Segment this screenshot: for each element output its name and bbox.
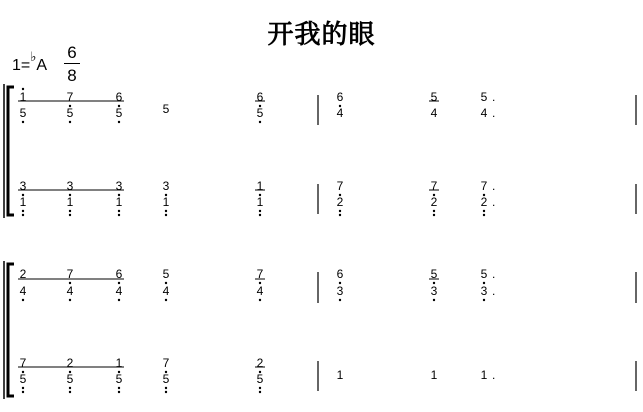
octave-down-dot	[339, 210, 341, 212]
octave-down-dot	[165, 210, 167, 212]
octave-up-dot	[22, 88, 24, 90]
octave-down-dot	[259, 121, 261, 123]
note-digit: 3	[336, 284, 344, 298]
octave-down-dot	[69, 387, 71, 389]
note-digit: 5	[162, 267, 170, 281]
note-digit: 5	[115, 106, 123, 120]
note-digit: 1	[19, 195, 27, 209]
octave-down-dot	[22, 214, 24, 216]
note-digit: 6	[336, 90, 344, 104]
augmentation-dot: .	[492, 368, 496, 382]
octave-down-dot	[22, 299, 24, 301]
octave-down-dot	[69, 299, 71, 301]
note-digit: 1	[336, 368, 344, 382]
octave-down-dot	[69, 214, 71, 216]
octave-down-dot	[118, 391, 120, 393]
note-digit: 5	[19, 106, 27, 120]
note-digit: 3	[19, 179, 27, 193]
note-digit: 4	[256, 284, 264, 298]
key-prefix: 1=	[12, 57, 31, 74]
octave-down-dot	[22, 387, 24, 389]
augmentation-dot: .	[492, 179, 496, 193]
octave-down-dot	[259, 387, 261, 389]
score-title: 开我的眼	[267, 20, 376, 50]
note-digit: 4	[115, 284, 123, 298]
note-digit: 5	[162, 372, 170, 386]
octave-down-dot	[118, 214, 120, 216]
augmentation-dot: .	[492, 195, 496, 209]
key-letter: A	[36, 57, 48, 74]
octave-down-dot	[22, 391, 24, 393]
octave-down-dot	[165, 391, 167, 393]
note-digit: 7	[430, 179, 438, 193]
note-digit: 4	[336, 106, 344, 120]
octave-down-dot	[433, 210, 435, 212]
note-digit: 7	[480, 179, 488, 193]
note-digit: 5	[66, 372, 74, 386]
octave-down-dot	[165, 214, 167, 216]
octave-down-dot	[433, 299, 435, 301]
note-digit: 7	[19, 356, 27, 370]
note-digit: 1	[256, 195, 264, 209]
system-brace	[8, 264, 14, 396]
note-digit: 2	[256, 356, 264, 370]
note-digit: 4	[480, 106, 488, 120]
note-digit: 1	[66, 195, 74, 209]
note-digit: 7	[66, 90, 74, 104]
augmentation-dot: .	[492, 267, 496, 281]
octave-down-dot	[483, 214, 485, 216]
time-signature-numerator: 6	[67, 43, 77, 62]
note-digit: 3	[430, 284, 438, 298]
octave-down-dot	[165, 387, 167, 389]
note-digit: 4	[430, 106, 438, 120]
note-digit: 1	[162, 195, 170, 209]
note-digit: 4	[162, 284, 170, 298]
note-digit: 1	[430, 368, 438, 382]
note-digit: 6	[115, 267, 123, 281]
flat-sign: ♭	[30, 49, 37, 64]
note-digit: 6	[256, 90, 264, 104]
note-digit: 1	[256, 179, 264, 193]
note-digit: 5	[115, 372, 123, 386]
octave-down-dot	[69, 121, 71, 123]
note-digit: 3	[162, 179, 170, 193]
octave-down-dot	[433, 214, 435, 216]
note-digit: 7	[256, 267, 264, 281]
note-digit: 5	[66, 106, 74, 120]
note-digit: 5	[430, 267, 438, 281]
octave-down-dot	[118, 210, 120, 212]
octave-down-dot	[259, 210, 261, 212]
augmentation-dot: .	[492, 90, 496, 104]
octave-down-dot	[69, 210, 71, 212]
note-digit: 7	[66, 267, 74, 281]
note-digit: 1	[115, 195, 123, 209]
note-digit: 7	[336, 179, 344, 193]
system-brace	[8, 87, 14, 215]
note-digit: 2	[480, 195, 488, 209]
octave-down-dot	[69, 391, 71, 393]
octave-down-dot	[118, 121, 120, 123]
note-digit: 5	[162, 102, 170, 116]
note-digit: 1	[480, 368, 488, 382]
time-signature-denominator: 8	[67, 66, 77, 85]
note-digit: 4	[19, 284, 27, 298]
note-digit: 6	[336, 267, 344, 281]
note-digit: 1	[19, 90, 27, 104]
note-digit: 5	[256, 372, 264, 386]
note-digit: 7	[162, 356, 170, 370]
octave-down-dot	[259, 214, 261, 216]
note-digit: 2	[66, 356, 74, 370]
augmentation-dot: .	[492, 284, 496, 298]
octave-down-dot	[22, 210, 24, 212]
note-digit: 5	[480, 90, 488, 104]
note-digit: 5	[256, 106, 264, 120]
note-digit: 5	[430, 90, 438, 104]
note-digit: 3	[480, 284, 488, 298]
note-digit: 2	[430, 195, 438, 209]
octave-down-dot	[118, 299, 120, 301]
note-digit: 6	[115, 90, 123, 104]
octave-down-dot	[259, 391, 261, 393]
octave-down-dot	[483, 210, 485, 212]
augmentation-dot: .	[492, 106, 496, 120]
octave-down-dot	[483, 299, 485, 301]
octave-down-dot	[118, 387, 120, 389]
note-digit: 4	[66, 284, 74, 298]
octave-down-dot	[22, 121, 24, 123]
note-digit: 5	[19, 372, 27, 386]
note-digit: 3	[115, 179, 123, 193]
note-digit: 5	[480, 267, 488, 281]
note-digit: 2	[336, 195, 344, 209]
note-digit: 1	[115, 356, 123, 370]
note-digit: 2	[19, 267, 27, 281]
octave-down-dot	[165, 299, 167, 301]
octave-down-dot	[339, 214, 341, 216]
octave-down-dot	[259, 299, 261, 301]
octave-down-dot	[339, 299, 341, 301]
note-digit: 3	[66, 179, 74, 193]
